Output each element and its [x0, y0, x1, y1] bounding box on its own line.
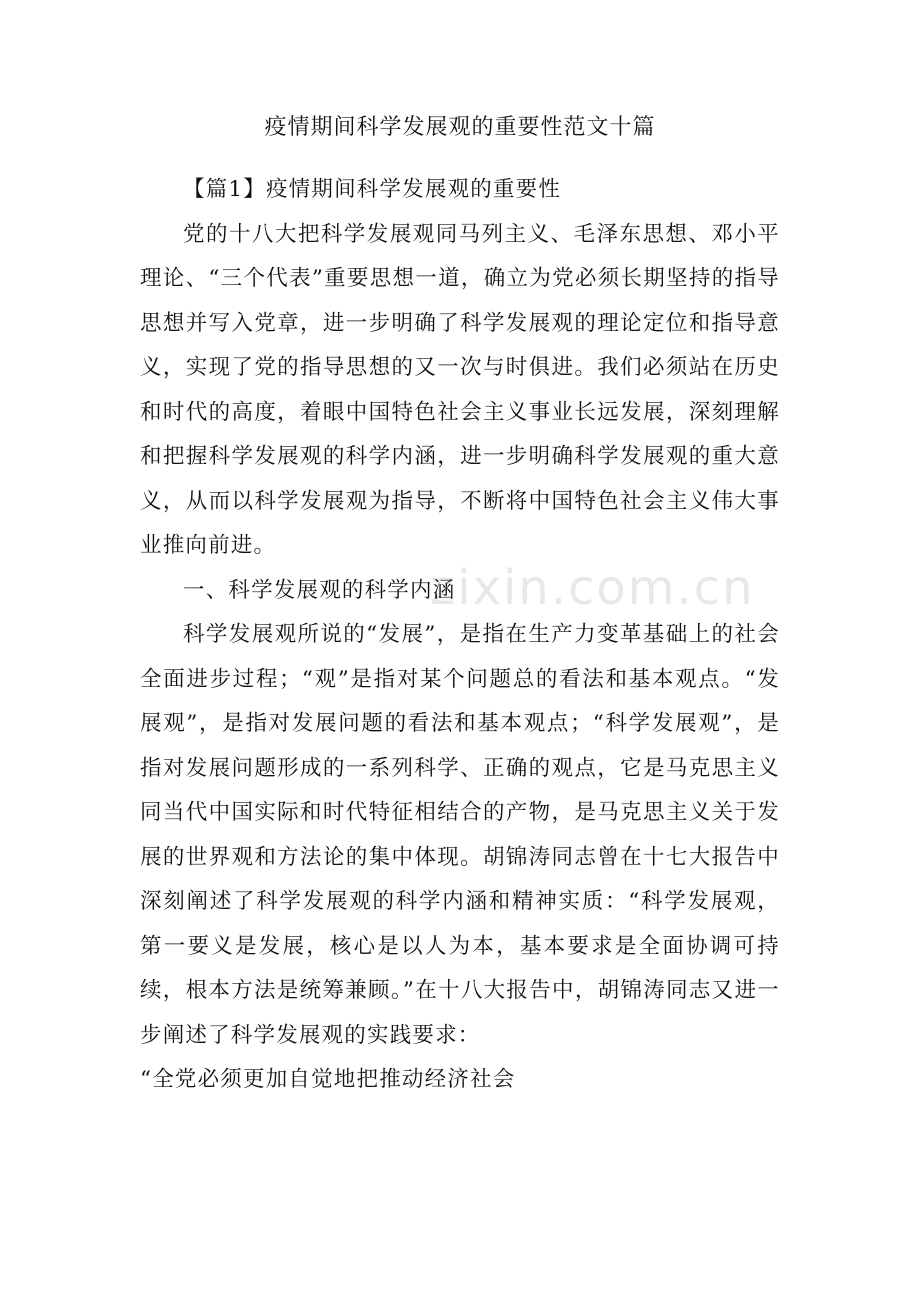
watermark: zixin.com.cn	[430, 560, 755, 616]
paragraph-2: 科学发展观所说的“发展”，是指在生产力变革基础上的社会全面进步过程；“观”是指对某个问题总的看法和基本观点。“发展观”，是指对发展问题的看法和基本观点；“科学发展观”，是指对发展问题形成的一系列科学、正确的观点，它是马克思主义同当代中国实际和时代特征相结合的产物，是马克思主义关于发展的世界观和方法论的集中体现。胡锦涛同志曾在十七大报告中深刻阐述了科学发展观的科学内涵和精神实质：“科学发展观，第一要义是发展，核心是以人为本，基本要求是全面协调可持续，根本方法是统筹兼顾。”在十八大报告中，胡锦涛同志又进一步阐述了科学发展观的实践要求：	[140, 622, 780, 1048]
document-title: 疫情期间科学发展观的重要性范文十篇	[264, 115, 656, 140]
paragraph-1: 党的十八大把科学发展观同马列主义、毛泽东思想、邓小平理论、“三个代表”重要思想一道，确立为党必须长期坚持的指导思想并写入党章，进一步明确了科学发展观的理论定位和指导意义，实现了党的指导思想的又一次与时俱进。我们必须站在历史和时代的高度，着眼中国特色社会主义事业长远发展，深刻理解和把握科学发展观的科学内涵，进一步明确科学发展观的重大意义，从而以科学发展观为指导，不断将中国特色社会主义伟大事业推向前进。	[140, 221, 780, 558]
paragraph-3: “全党必须更加自觉地把推动经济社会	[140, 1067, 516, 1092]
section-1-heading: 一、科学发展观的科学内涵	[183, 577, 456, 603]
document-body	[140, 168, 780, 1103]
chapter-heading: 【篇1】疫情期间科学发展观的重要性	[183, 177, 562, 202]
